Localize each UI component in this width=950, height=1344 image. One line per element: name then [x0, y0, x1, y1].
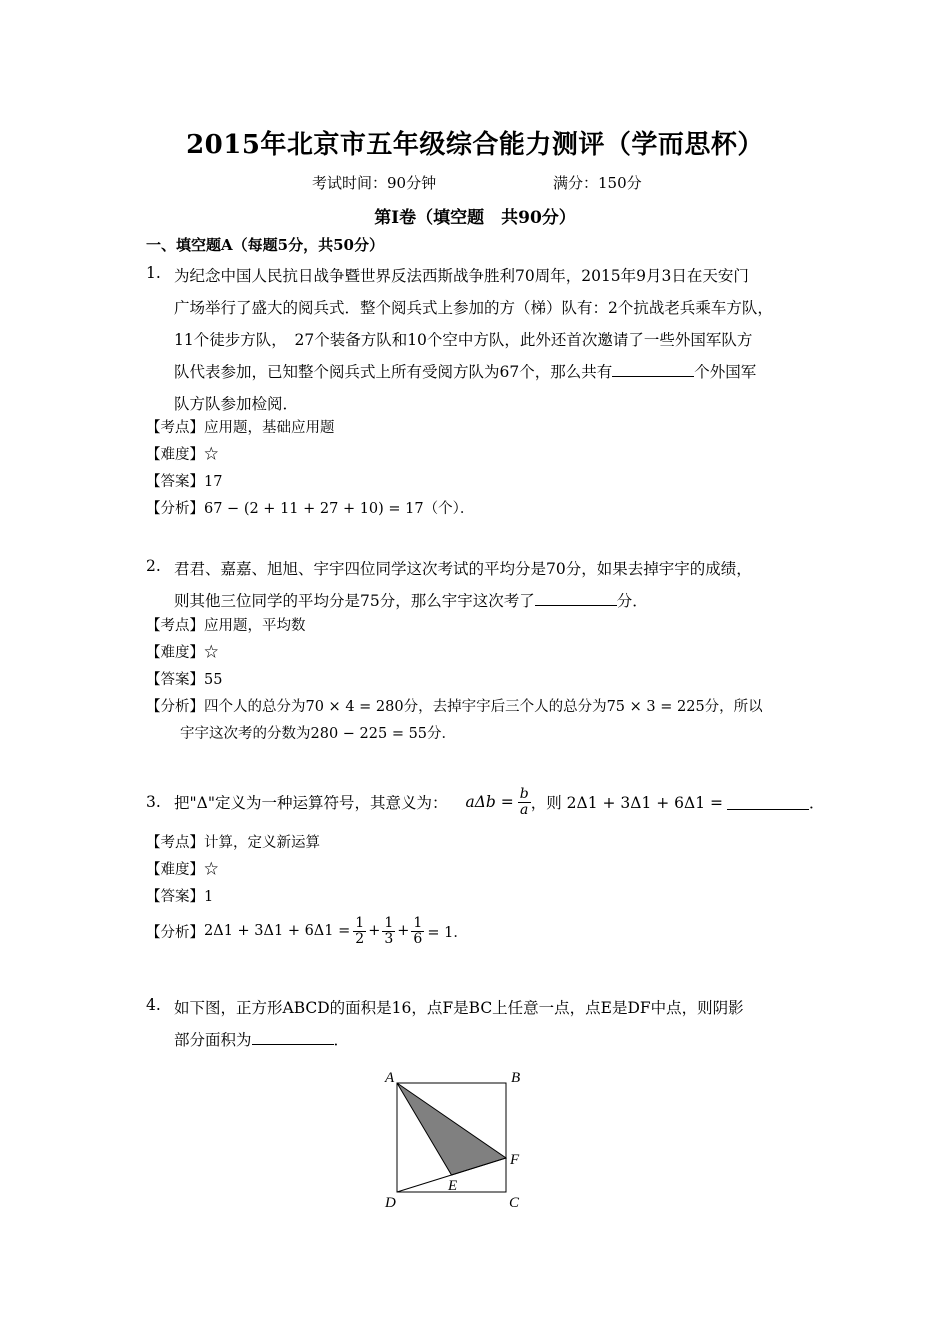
fenxi-expression: 2Δ1 + 3Δ1 + 6Δ1 = — [204, 923, 351, 939]
question-text: 队代表参加，已知整个阅兵式上所有受阅方队为67个，那么共有 — [174, 363, 613, 381]
fraction-third: $\frac{1}{3}$ — [384, 914, 394, 947]
nandu-row: 【难度】☆ — [146, 645, 219, 661]
question-text: 部分面积为 — [174, 1031, 252, 1049]
fenxi-continuation: 宇宇这次考的分数为280 − 225 = 55分． — [180, 726, 457, 742]
definition-lhs: aΔb = — [465, 793, 514, 811]
fraction-sixth: $\frac{1}{6}$ — [413, 914, 423, 947]
question-text: 则其他三位同学的平均分是75分，那么宇宇这次考了 — [174, 592, 535, 610]
question-text-line: 11个徒步方队， 27个装备方队和10个空中方队，此外还首次邀请了一些外国军队方 — [174, 331, 753, 349]
question-text: 个外国军 — [694, 363, 757, 381]
question-text: 把"Δ"定义为一种运算符号，其意义为： — [174, 794, 448, 812]
plus-sign: + — [368, 923, 381, 939]
answer-blank[interactable] — [252, 1030, 334, 1045]
question-number: 4. — [146, 996, 161, 1014]
fraction-half: $\frac{1}{2}$ — [355, 914, 365, 947]
question-text-line — [174, 1028, 349, 1050]
fenxi-row: 【分析】 2Δ1 + 3Δ1 + 6Δ1 = $\frac{1}{2}$ + $\frac{1}{3}$ + $\frac{1}{6}$ = 1． — [146, 914, 468, 947]
question-text-line: 为纪念中国人民抗日战争暨世界反法西斯战争胜利70周年，2015年9月3日在天安门 — [174, 267, 749, 285]
label-f: F — [510, 1152, 520, 1168]
daan-row: 【答案】1 — [146, 889, 214, 905]
question-text: ． — [333, 1031, 350, 1049]
fenxi-result: = 1． — [427, 924, 468, 941]
exam-time: 考试时间：90分钟 — [312, 174, 437, 192]
question-text-line: 队方队参加检阅． — [174, 395, 299, 413]
answer-blank[interactable] — [727, 795, 809, 810]
label-b: B — [511, 1070, 521, 1086]
question-text-line — [174, 589, 648, 611]
answer-blank[interactable] — [612, 362, 694, 377]
plus-sign: + — [397, 923, 410, 939]
fenxi-row: 【分析】四个人的总分为70 × 4 = 280分，去掉宇宇后三个人的总分为75 × 3 = 225分，所以 — [146, 699, 763, 715]
definition-fraction: $\frac{b}{a}$ — [519, 785, 529, 818]
question-text: 分． — [616, 592, 648, 610]
kaodian-row: 【考点】应用题，平均数 — [146, 618, 306, 634]
question-number: 3. — [146, 793, 161, 811]
question-text-line: 君君、嘉嘉、旭旭、宇宇四位同学这次考试的平均分是70分，如果去掉宇宇的成绩， — [174, 560, 752, 578]
question-text-line — [174, 778, 825, 826]
shaded-triangle — [397, 1083, 506, 1175]
label-a: A — [385, 1070, 395, 1086]
label-d: D — [385, 1195, 396, 1211]
nandu-row: 【难度】☆ — [146, 447, 219, 463]
nandu-row: 【难度】☆ — [146, 862, 219, 878]
daan-row: 【答案】55 — [146, 672, 223, 688]
question-number: 1. — [146, 264, 161, 282]
kaodian-row: 【考点】应用题，基础应用题 — [146, 420, 335, 436]
answer-blank[interactable] — [535, 591, 617, 606]
label-e: E — [448, 1178, 458, 1194]
page-title: 2015年北京市五年级综合能力测评（学而思杯） — [186, 130, 764, 160]
question-text: ，则 2Δ1 + 3Δ1 + 6Δ1 = — [530, 794, 723, 812]
square-figure — [376, 1064, 536, 1214]
part-heading: 第Ⅰ卷（填空题 共90分） — [374, 208, 576, 228]
kaodian-row: 【考点】计算，定义新运算 — [146, 835, 320, 851]
question-text-line: 广场举行了盛大的阅兵式．整个阅兵式上参加的方（梯）队有：2个抗战老兵乘车方队， — [174, 299, 773, 317]
label-c: C — [509, 1195, 520, 1211]
question-number: 2. — [146, 557, 161, 575]
section-heading: 一、填空题A（每题5分，共50分） — [146, 236, 384, 254]
question-text-line: 如下图，正方形ABCD的面积是16，点F是BC上任意一点，点E是DF中点，则阴影 — [174, 999, 744, 1017]
daan-row: 【答案】17 — [146, 474, 223, 490]
question-text: ． — [809, 794, 825, 812]
full-score: 满分：150分 — [553, 174, 642, 192]
fenxi-row: 【分析】67 − (2 + 11 + 27 + 10) = 17（个）． — [146, 501, 475, 517]
question-text-line — [174, 360, 756, 382]
